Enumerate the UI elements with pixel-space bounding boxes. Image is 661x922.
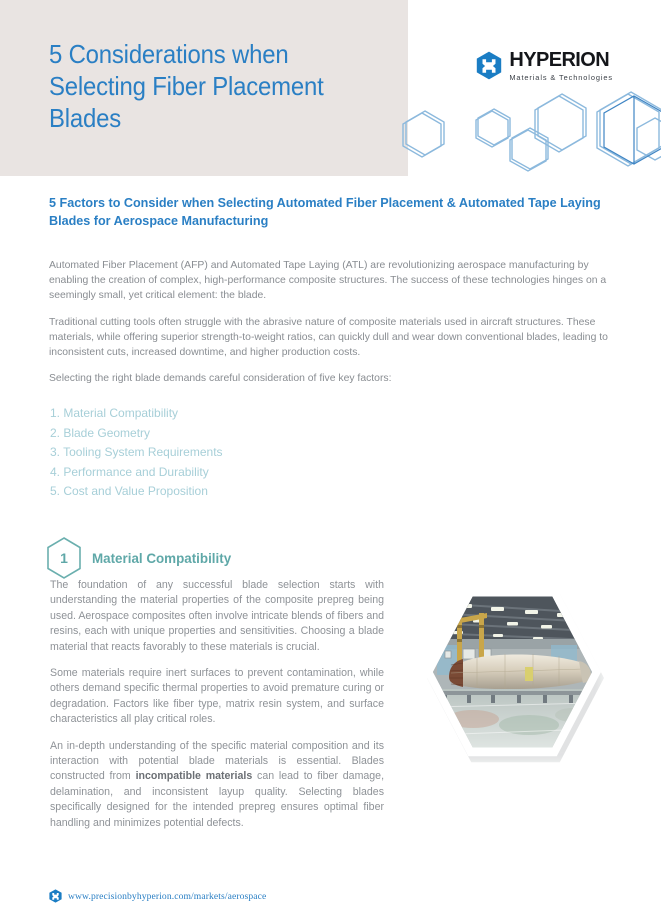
section-paragraph: The foundation of any successful blade selection starts with understanding the material properties of the composite prepreg being used. Aerospace composites often involve intricate blends of fibers and resins, each with unique properties and sensitivities. Choosing a blade material that reacts favorably to these materials is crucial. — [50, 579, 384, 653]
list-item: 3. Tooling System Requirements — [50, 445, 223, 460]
paragraph-text-tail: can lead to fiber damage, delamination, and inconsistent layup quality. Selecting blades specifically designed for the intended prepreg ensures optimal fiber handling and minimizes potential defects. — [50, 770, 385, 829]
list-item: 5. Cost and Value Proposition — [50, 484, 208, 499]
paragraph-text-lead: An in-depth understanding of the specific material composition and its interaction with potential blade materials is essential. Blades constructed from — [50, 739, 384, 783]
hyperion-hexagon-icon — [49, 889, 62, 903]
emphasis-incompatible-materials: incompatible materials — [135, 770, 253, 783]
hyperion-hexagon-logo-icon — [476, 51, 502, 80]
section-number-hexagon-icon — [44, 536, 84, 580]
intro-paragraph: Automated Fiber Placement (AFP) and Automated Tape Laying (ATL) are revolutionizing aerospace manufacturing by enabling the creation of complex, high-performance composite structures. The success of these technologies hinges on a seemingly small, yet critical element: the blade. — [49, 260, 607, 302]
section-paragraph — [50, 739, 384, 831]
article-subheading: 5 Factors to Consider when Selecting Automated Fiber Placement & Automated Tape Laying Blades for Aerospace Manufacturing — [49, 196, 601, 228]
intro-paragraph: Traditional cutting tools often struggle with the abrasive nature of composite materials used in aircraft structures. These materials, while offering superior strength-to-weight ratios, can quickly dull and wear down conventional blades, leading to inconsistent cuts, increased downtime, and higher production costs. — [49, 316, 608, 359]
page-header — [0, 0, 661, 176]
section-body-column — [50, 578, 384, 831]
brand-tagline: Materials & Technologies — [509, 73, 613, 82]
footer[interactable] — [49, 889, 266, 903]
hyperion-logo — [476, 50, 613, 81]
list-item: 1. Material Compatibility — [50, 406, 179, 420]
section-title: Material Compatibility — [92, 550, 232, 566]
logo-wordmark — [509, 50, 613, 81]
intro-paragraph: Selecting the right blade demands careful consideration of five key factors: — [49, 373, 392, 385]
brand-name: HYPERION — [509, 49, 610, 71]
section-heading — [44, 536, 231, 580]
footer-url[interactable]: www.precisionbyhyperion.com/markets/aerospace — [68, 890, 267, 902]
section-number: 1 — [60, 550, 68, 566]
section-paragraph: Some materials require inert surfaces to prevent contamination, while others demand specific thermal properties to avoid premature curing or degradation. Factors like fiber type, matrix resin system, and surface characteristics all play critical roles. — [50, 667, 384, 726]
list-item: 4. Performance and Durability — [50, 464, 209, 479]
factor-list — [50, 404, 223, 502]
list-item: 2. Blade Geometry — [50, 425, 151, 440]
page-title: 5 Considerations when Selecting Fiber Placement Blades — [49, 39, 324, 133]
section-photo-hexagon — [424, 586, 601, 758]
intro-paragraphs — [49, 258, 615, 386]
